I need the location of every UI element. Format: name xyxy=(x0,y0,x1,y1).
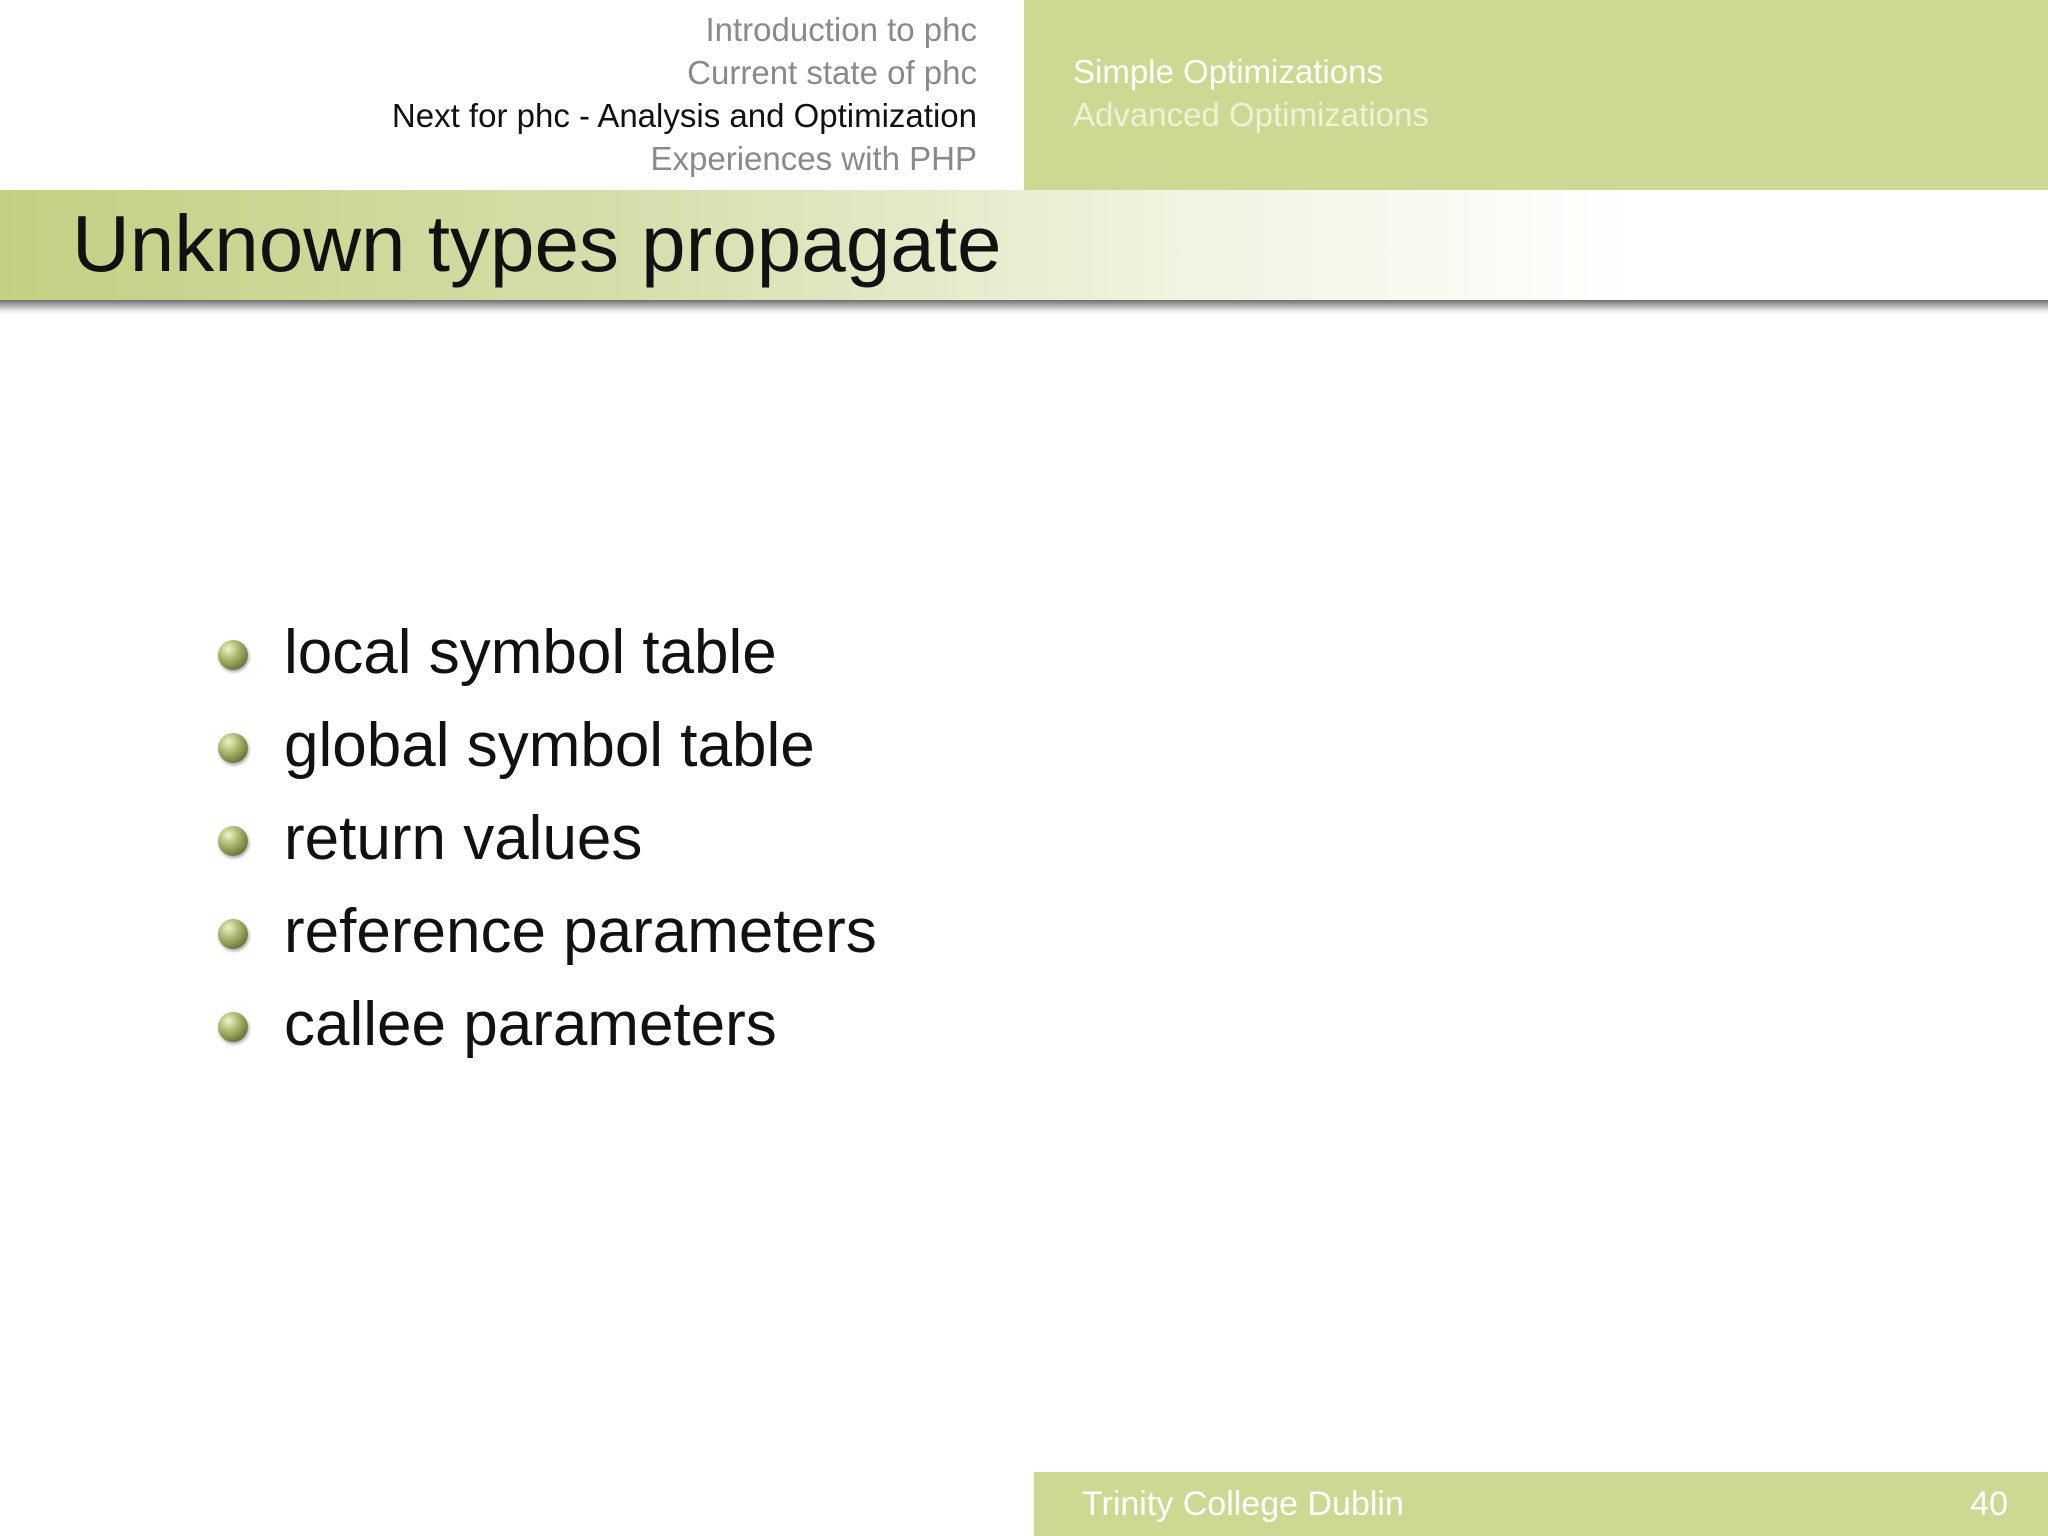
bullet-item xyxy=(218,699,877,792)
sphere-bullet-icon xyxy=(218,733,248,763)
bullet-text: global symbol table xyxy=(284,711,815,780)
subsection-navigation xyxy=(1024,0,2048,190)
footer-organization: Trinity College Dublin xyxy=(1082,1485,1404,1523)
bullet-item xyxy=(218,885,877,978)
bullet-item xyxy=(218,978,877,1071)
nav-section-analysis-optimization[interactable]: Next for phc - Analysis and Optimization xyxy=(391,97,977,134)
sphere-bullet-icon xyxy=(218,1012,248,1042)
nav-section-experiences[interactable]: Experiences with PHP xyxy=(650,140,977,177)
nav-subsection-advanced-optimizations[interactable]: Advanced Optimizations xyxy=(1073,96,1429,133)
bullet-text: reference parameters xyxy=(284,897,877,966)
slide-title: Unknown types propagate xyxy=(72,199,1002,288)
section-list xyxy=(392,8,977,180)
bullet-text: return values xyxy=(284,804,643,873)
sphere-bullet-icon xyxy=(218,640,248,670)
footer xyxy=(1034,1472,2048,1536)
page-number: 40 xyxy=(1970,1485,2008,1523)
subsection-list xyxy=(1073,50,1429,136)
nav-section-introduction[interactable]: Introduction to phc xyxy=(705,11,977,48)
bullet-list xyxy=(218,606,877,1071)
title-bar-shadow xyxy=(0,300,2048,314)
bullet-text: callee parameters xyxy=(284,990,777,1059)
nav-section-current-state[interactable]: Current state of phc xyxy=(687,54,977,91)
section-navigation xyxy=(0,0,1024,190)
bullet-text: local symbol table xyxy=(284,618,777,687)
sphere-bullet-icon xyxy=(218,826,248,856)
bullet-item xyxy=(218,606,877,699)
nav-subsection-simple-optimizations[interactable]: Simple Optimizations xyxy=(1073,53,1383,90)
sphere-bullet-icon xyxy=(218,919,248,949)
bullet-item xyxy=(218,792,877,885)
